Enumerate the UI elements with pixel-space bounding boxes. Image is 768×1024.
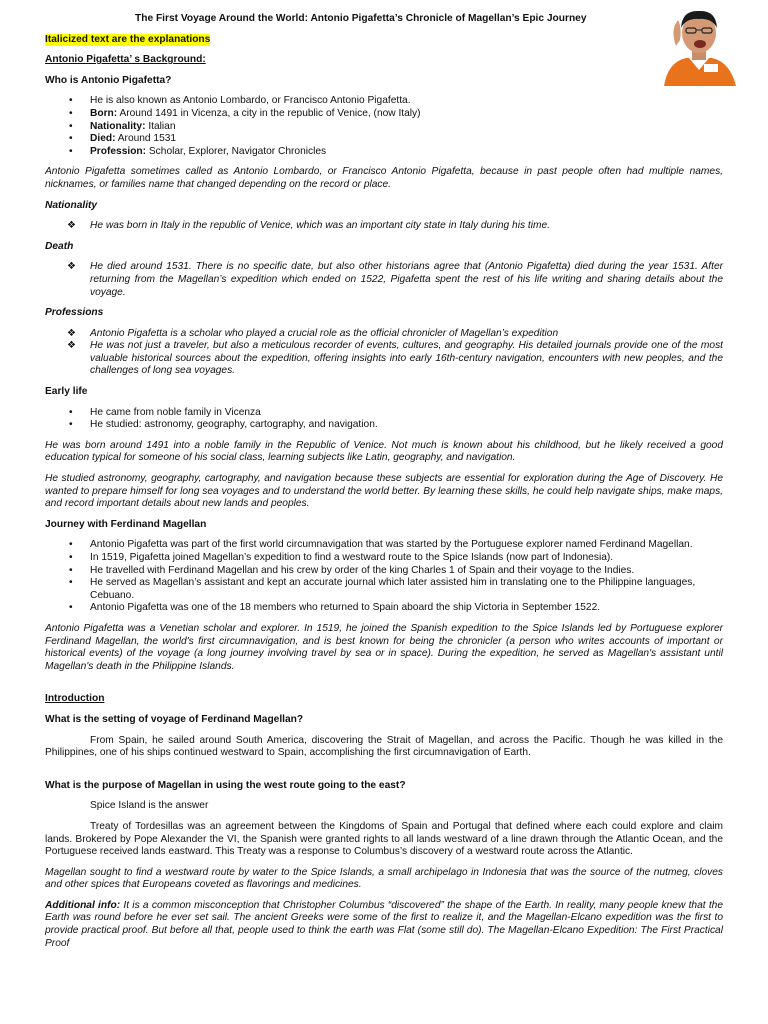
nationality-list	[45, 220, 723, 233]
treaty-paragraph: Treaty of Tordesillas was an agreement between the Kingdoms of Spain and Portugal that defined where each could explore and claim lands. Brokered by Pope Alexander the VI, the Spanish were granted rights to all lands westward of a line drawn through the Atlantic Ocean, and the Portuguese received lands eastward. This Treaty was a response to Columbus’s discovery of a westward route across the Atlantic.	[45, 820, 723, 858]
diamond-bullet-icon: ❖	[67, 340, 76, 352]
list-item: • He came from noble family in Vicenza	[45, 407, 723, 420]
who-question: Who is Antonio Pigafetta?	[45, 74, 172, 86]
early-life-list	[45, 407, 723, 432]
journey-heading: Journey with Ferdinand Magellan	[45, 518, 207, 530]
introduction-heading: Introduction	[45, 693, 105, 705]
early-life-paragraph: He was born around 1491 into a noble family in the Republic of Venice. Not much is known about his childhood, but he likely received a good education typical for someone of his social class, learning subjects like Latin, geography, and navigation.	[45, 439, 723, 464]
list-item: • He is also known as Antonio Lombardo, or Francisco Antonio Pigafetta.	[45, 95, 723, 108]
highlighted-note: Italicized text are the explanations	[45, 33, 211, 45]
list-item: ❖ He died around 1531. There is no specific date, but also other historians agree that (Antonio Pigafetta) died during the year 1531. After returning from the Magellan’s expedition which ended on 1522, Pigafetta spent the rest of his life writing and sharing details about the voyage.	[67, 261, 723, 298]
professions-heading: Professions	[45, 307, 104, 319]
list-item: • Antonio Pigafetta was one of the 18 members who returned to Spain aboard the ship Victoria in September 1522.	[45, 602, 723, 615]
background-list	[45, 95, 723, 158]
list-item: • Antonio Pigafetta was part of the first world circumnavigation that was started by the Portuguese explorer named Ferdinand Magellan.	[45, 539, 723, 552]
diamond-bullet-icon: ❖	[67, 261, 76, 273]
early-life-heading: Early life	[45, 386, 88, 398]
list-item: • Profession: Scholar, Explorer, Navigator Chronicles	[45, 146, 723, 159]
background-explanation: Antonio Pigafetta sometimes called as Antonio Lombardo, or Francisco Antonio Pigafetta, because in past people often had multiple names, nicknames, or families name that changed depending on the record or place.	[45, 166, 723, 190]
professions-list	[45, 328, 723, 378]
list-item: • He travelled with Ferdinand Magellan and his crew by order of the king Charles 1 of Spain and their voyage to the Indies.	[45, 565, 723, 578]
setting-answer: From Spain, he sailed around South America, discovering the Strait of Magellan, and across the Pacific. Though he was killed in the Philippines, one of his ships continued westward to Spain, accomplishing the first circumnavigation of Earth.	[45, 734, 723, 759]
additional-info-label: Additional info:	[45, 899, 121, 911]
list-item: ❖ He was not just a traveler, but also a meticulous recorder of events, cultures, and geography. His detailed journals provide one of the most valuable historical sources about the expedition, offering insights into early 16th-century navigation, encounters with new peoples, and the challenges of long sea voyages.	[67, 340, 723, 377]
purpose-answer: Spice Island is the answer	[90, 800, 209, 812]
journey-list	[45, 539, 723, 615]
additional-info-paragraph: Additional info: It is a common misconception that Christopher Columbus “discovered” the shape of the Earth. In reality, many people knew that the Earth was round before he ever set sail. The ancient Greeks were some of the first to realize it, and the Magellan-Elcano expedition was the first to provide practical proof. But before all that, people used to think the earth was Flat (some still do). The Magellan-Elcano Expedition: The First Practical Proof	[45, 899, 723, 949]
setting-question: What is the setting of voyage of Ferdinand Magellan?	[45, 713, 304, 725]
list-item: • Nationality: Italian	[45, 121, 723, 134]
list-item: ❖ Antonio Pigafetta is a scholar who played a crucial role as the official chronicler of Magellan’s expedition	[67, 327, 559, 339]
nationality-heading: Nationality	[45, 199, 98, 211]
journey-paragraph: Antonio Pigafetta was a Venetian scholar and explorer. In 1519, he joined the Spanish expedition to the Spice Islands led by Portuguese explorer Ferdinand Magellan, the world's first circumnavigation, and is best known for being the chronicler (a person who writes accounts of important or historical events) of the voyage (a long journey involving travel by sea or in space). During the expedition, he served as Magellan's assistant until Magellan's death in the Philippine Islands.	[45, 622, 723, 672]
document-page	[45, 13, 723, 958]
diamond-bullet-icon: ❖	[67, 327, 76, 339]
studies-paragraph: He studied astronomy, geography, cartography, and navigation because these subjects are essential for exploration during the Age of Discovery. He wanted to prepare himself for long sea voyages and to understand the world better. By learning these skills, he could help navigate ships, make maps, and record important details about new lands and peoples.	[45, 473, 723, 510]
list-item: • He served as Magellan’s assistant and kept an accurate journal which later assisted him in translating one to the Philippine languages, Cebuano.	[45, 577, 723, 602]
death-heading: Death	[45, 240, 74, 252]
list-item: • Died: Around 1531	[45, 133, 723, 146]
document-title: The First Voyage Around the World: Antonio Pigafetta’s Chronicle of Magellan’s Epic Journey	[135, 13, 587, 24]
list-item: • Born: Around 1491 in Vicenza, a city in the republic of Venice, (now Italy)	[45, 108, 723, 121]
list-item: • In 1519, Pigafetta joined Magellan’s expedition to find a westward route to the Spice Islands (now part of Indonesia).	[45, 552, 723, 565]
spice-paragraph: Magellan sought to find a westward route by water to the Spice Islands, a small archipelago in Indonesia that was the source of the nutmeg, cloves and other spices that Europeans coveted as flavorings and medicines.	[45, 866, 723, 891]
diamond-bullet-icon: ❖	[67, 220, 76, 232]
list-item: ❖ He was born in Italy in the republic of Venice, which was an important city state in Italy during his time.	[67, 220, 550, 232]
list-item: • He studied: astronomy, geography, cartography, and navigation.	[45, 419, 723, 432]
background-heading: Antonio Pigafetta’ s Background:	[45, 54, 206, 66]
purpose-question: What is the purpose of Magellan in using the west route going to the east?	[45, 779, 406, 791]
death-list	[45, 261, 723, 299]
